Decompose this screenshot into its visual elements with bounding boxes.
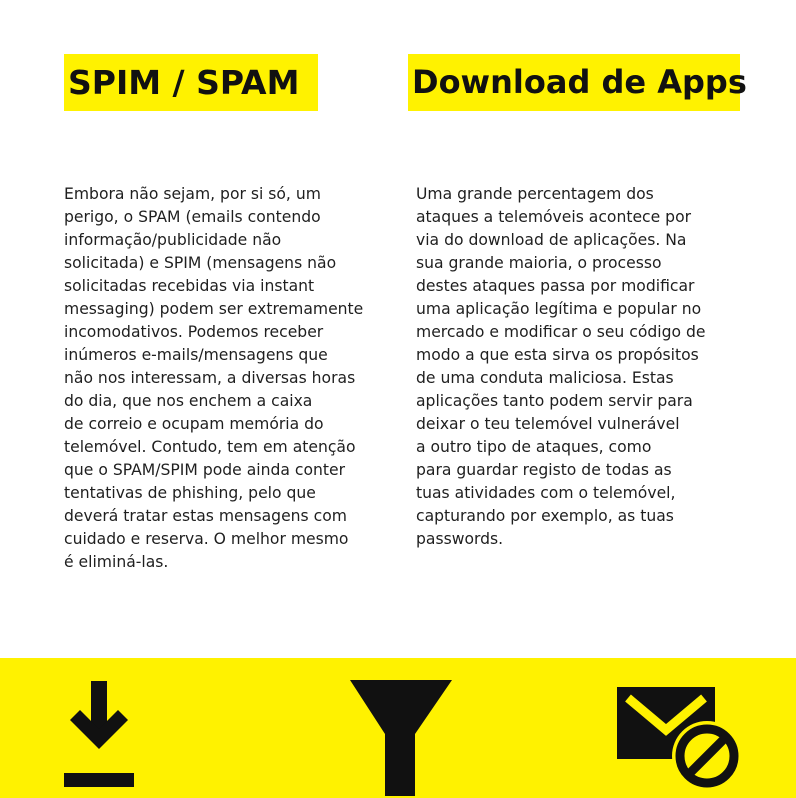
body-line: deverá tratar estas mensagens com (64, 507, 347, 525)
body-line: incomodativos. Podemos receber (64, 323, 324, 341)
body-line: tuas atividades com o telemóvel, (416, 484, 676, 502)
icon-band (0, 658, 796, 798)
filter-icon (348, 676, 454, 798)
body-line: uma aplicação legítima e popular no (416, 300, 702, 318)
body-line: do dia, que nos enchem a caixa (64, 392, 313, 410)
body-line: capturando por exemplo, as tuas (416, 507, 674, 525)
body-line: cuidado e reserva. O melhor mesmo (64, 530, 349, 548)
body-line: que o SPAM/SPIM pode ainda conter (64, 461, 346, 479)
body-line: informação/publicidade não (64, 231, 282, 249)
body-line: aplicações tanto podem servir para (416, 392, 693, 410)
body-line: para guardar registo de todas as (416, 461, 672, 479)
heading-spim-spam: SPIM / SPAM (64, 54, 318, 111)
body-line: perigo, o SPAM (emails contendo (64, 208, 321, 226)
spim-spam-body (64, 183, 363, 574)
body-line: telemóvel. Contudo, tem em atenção (64, 438, 356, 456)
download-apps-body (416, 183, 706, 551)
body-line: mercado e modificar o seu código de (416, 323, 706, 341)
body-line: deixar o teu telemóvel vulnerável (416, 415, 680, 433)
body-line: solicitada) e SPIM (mensagens não (64, 254, 337, 272)
body-line: passwords. (416, 530, 504, 548)
body-line: inúmeros e-mails/mensagens que (64, 346, 328, 364)
body-line: destes ataques passa por modificar (416, 277, 695, 295)
body-line: sua grande maioria, o processo (416, 254, 662, 272)
body-line: Embora não sejam, por si só, um (64, 185, 321, 203)
body-line: modo a que esta sirva os propósitos (416, 346, 699, 364)
heading-download-apps: Download de Apps (408, 54, 740, 111)
body-line: messaging) podem ser extremamente (64, 300, 364, 318)
body-line: a outro tipo de ataques, como (416, 438, 652, 456)
body-line: Uma grande percentagem dos (416, 185, 654, 203)
download-icon (60, 678, 140, 798)
body-line: via do download de aplicações. Na (416, 231, 687, 249)
body-line: de correio e ocupam memória do (64, 415, 324, 433)
body-line: solicitadas recebidas via instant (64, 277, 315, 295)
blocked-mail-icon (614, 684, 744, 798)
body-line: tentativas de phishing, pelo que (64, 484, 316, 502)
body-line: não nos interessam, a diversas horas (64, 369, 356, 387)
body-line: ataques a telemóveis acontece por (416, 208, 692, 226)
body-line: é eliminá-las. (64, 553, 169, 571)
body-line: de uma conduta maliciosa. Estas (416, 369, 674, 387)
